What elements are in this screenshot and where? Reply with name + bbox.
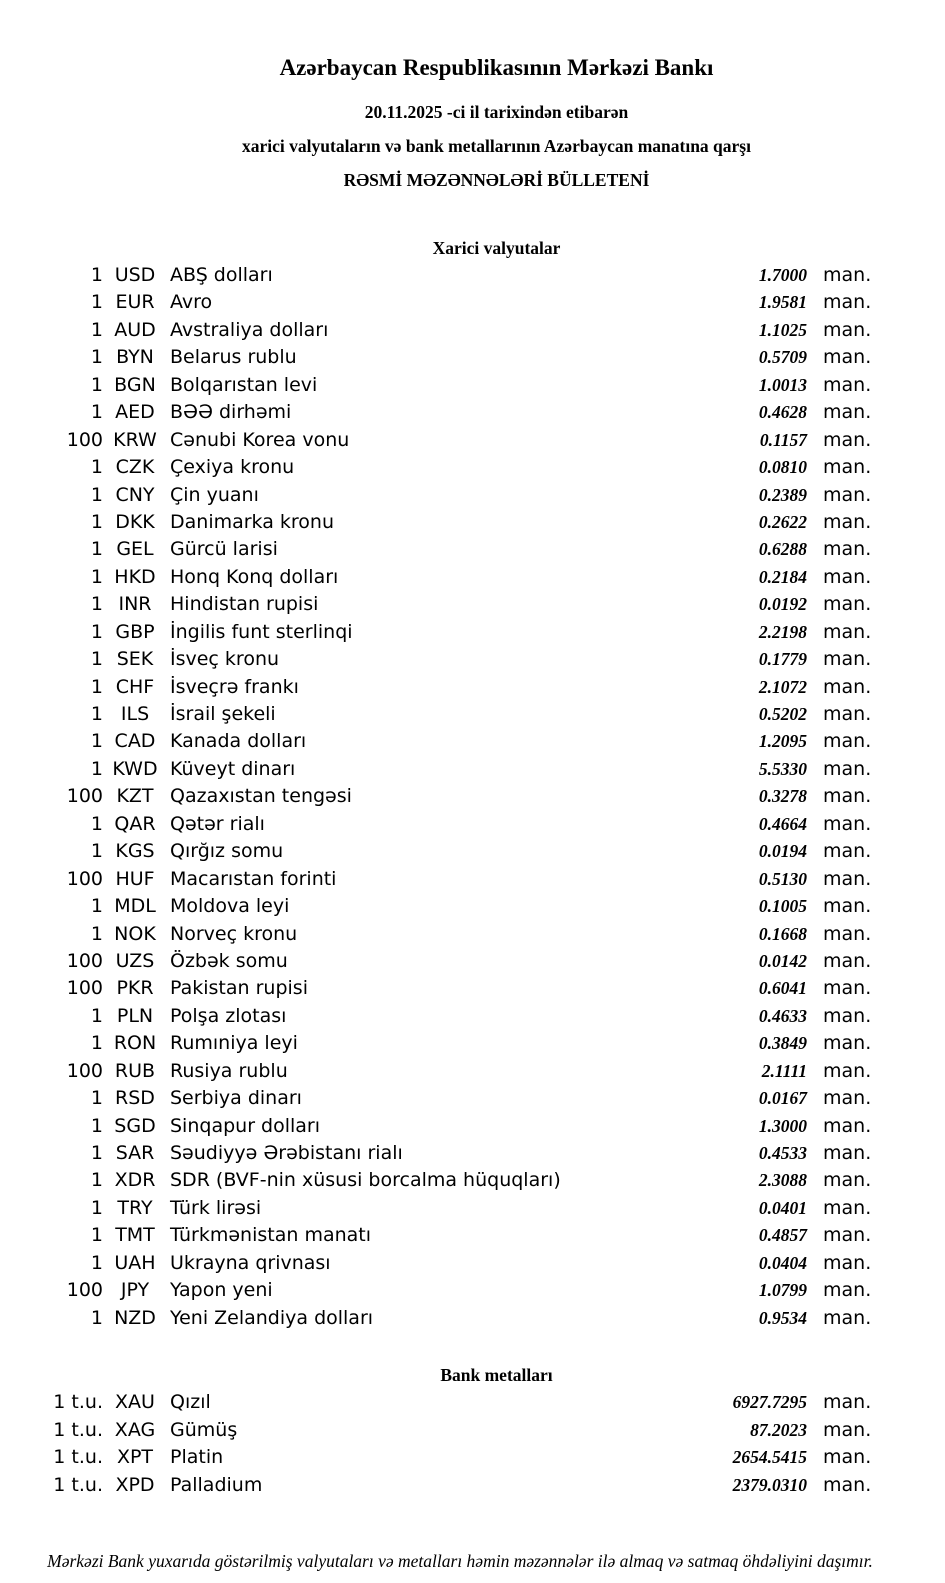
- rate-row: [0, 1085, 945, 1112]
- quantity: 1 t.u.: [53, 1446, 103, 1469]
- currency-name: Honq Konq dolları: [170, 565, 339, 588]
- rate-row: [0, 262, 945, 289]
- rate-row: [0, 783, 945, 810]
- unit-label: man.: [823, 1059, 872, 1082]
- quantity: 100: [66, 977, 103, 1000]
- currency-name: Türkmənistan manatı: [170, 1224, 372, 1247]
- unit-label: man.: [823, 1196, 872, 1219]
- rate-value: 0.2184: [758, 566, 807, 587]
- currency-name: Gümüş: [170, 1418, 238, 1441]
- unit-label: man.: [823, 1279, 872, 1302]
- currency-code: ILS: [120, 703, 150, 725]
- currency-name: Özbək somu: [170, 949, 288, 972]
- quantity: 1: [90, 895, 103, 918]
- unit-label: man.: [823, 1306, 872, 1329]
- unit-label: man.: [823, 895, 872, 918]
- bank-name: Azərbaycan Respublikasının Mərkəzi Bankı: [279, 55, 714, 80]
- quantity: 1: [90, 1224, 103, 1247]
- currency-name: Macarıstan forinti: [170, 867, 337, 890]
- rate-row: [0, 1305, 945, 1332]
- rate-value: 0.4857: [758, 1225, 807, 1246]
- currency-code: KZT: [116, 785, 154, 808]
- quantity: 1: [90, 730, 103, 753]
- rate-value: 0.4664: [758, 813, 807, 834]
- unit-label: man.: [823, 538, 872, 561]
- rate-row: [0, 893, 945, 920]
- quantity: 1: [90, 1196, 103, 1219]
- rate-row: [0, 509, 945, 536]
- rate-row: [0, 1140, 945, 1167]
- rate-row: [0, 1389, 945, 1417]
- rate-value: 0.1668: [758, 923, 807, 944]
- currency-code: CZK: [115, 456, 155, 479]
- quantity: 1: [90, 264, 103, 286]
- unit-label: man.: [823, 1032, 872, 1055]
- unit-label: man.: [823, 922, 872, 945]
- quantity: 100: [66, 1059, 103, 1082]
- currency-code: EUR: [115, 291, 155, 314]
- currency-name: Kanada dolları: [170, 730, 307, 753]
- rate-row: [0, 1003, 945, 1030]
- currency-code: CAD: [114, 730, 156, 753]
- rate-value: 0.2622: [758, 511, 807, 532]
- rate-value: 0.3278: [758, 786, 807, 807]
- rate-row: [0, 728, 945, 755]
- effective-date-line: 20.11.2025 -ci il tarixindən etibarən: [364, 102, 629, 122]
- currency-code: SAR: [115, 1142, 155, 1164]
- currency-name: İsrail şekeli: [170, 703, 276, 725]
- quantity: 1: [90, 1169, 103, 1192]
- rate-row: [0, 975, 945, 1002]
- quantity: 1 t.u.: [53, 1474, 103, 1497]
- bulletin-header: [0, 0, 945, 192]
- quantity: 1: [90, 757, 103, 780]
- currency-code: TMT: [115, 1224, 155, 1247]
- currency-name: Gürcü larisi: [170, 538, 278, 561]
- currency-name: İsveçrə frankı: [170, 675, 299, 698]
- unit-label: man.: [823, 483, 872, 506]
- rate-row: [0, 1113, 945, 1140]
- rate-value: 0.4628: [758, 402, 807, 423]
- unit-label: man.: [823, 730, 872, 753]
- currency-name: İngilis funt sterlinqi: [170, 620, 353, 643]
- currency-name: Palladium: [170, 1474, 263, 1497]
- rate-row: [0, 427, 945, 454]
- quantity: 1: [90, 812, 103, 835]
- subtitle-line: xarici valyutaların və bank metallarının Azərbaycan manatına qarşı: [242, 136, 751, 156]
- unit-label: man.: [823, 1418, 872, 1441]
- quantity: 1: [90, 703, 103, 725]
- currencies-table: [0, 262, 945, 1332]
- quantity: 1: [90, 483, 103, 506]
- quantity: 1: [90, 1142, 103, 1164]
- quantity: 1 t.u.: [53, 1391, 103, 1414]
- quantity: 1: [90, 565, 103, 588]
- quantity: 1: [90, 648, 103, 671]
- currency-name: Platin: [170, 1446, 224, 1469]
- currency-name: Rumıniya leyi: [170, 1032, 298, 1055]
- quantity: 1: [90, 620, 103, 643]
- rate-value: 0.4533: [758, 1143, 807, 1163]
- currency-code: PKR: [116, 977, 154, 1000]
- quantity: 1: [90, 346, 103, 369]
- rate-value: 2.1072: [758, 676, 807, 697]
- currency-name: Rusiya rublu: [170, 1059, 288, 1082]
- currency-name: Ukrayna qrivnası: [170, 1251, 331, 1274]
- currency-name: Çin yuanı: [170, 483, 259, 506]
- currency-name: İsveç kronu: [170, 648, 280, 671]
- rate-value: 1.7000: [758, 265, 807, 285]
- unit-label: man.: [823, 1474, 872, 1497]
- unit-label: man.: [823, 1391, 872, 1414]
- unit-label: man.: [823, 703, 872, 725]
- unit-label: man.: [823, 977, 872, 1000]
- rate-value: 0.0401: [758, 1197, 807, 1218]
- bulletin-title-line: RƏSMİ MƏZƏNNƏLƏRİ BÜLLETENİ: [343, 170, 650, 190]
- currency-code: XAG: [114, 1418, 156, 1441]
- quantity: 100: [66, 949, 103, 972]
- rate-value: 6927.7295: [732, 1392, 807, 1413]
- rate-row: [0, 536, 945, 563]
- rate-value: 0.5202: [758, 704, 807, 724]
- currency-name: Küveyt dinarı: [170, 757, 296, 780]
- unit-label: man.: [823, 1446, 872, 1469]
- quantity: 1: [90, 456, 103, 479]
- rate-row: [0, 646, 945, 673]
- quantity: 1: [90, 401, 103, 424]
- unit-label: man.: [823, 428, 872, 451]
- currency-name: SDR (BVF-nin xüsusi borcalma hüquqları): [170, 1169, 561, 1192]
- rate-value: 5.5330: [758, 758, 807, 779]
- currency-code: AUD: [114, 318, 156, 341]
- unit-label: man.: [823, 785, 872, 808]
- rate-value: 2.3088: [758, 1170, 807, 1191]
- rate-value: 0.0192: [758, 594, 807, 615]
- metals-table: [0, 1389, 945, 1500]
- quantity: 1: [90, 1306, 103, 1329]
- rate-value: 0.1157: [759, 429, 807, 450]
- rate-value: 0.2389: [758, 484, 807, 505]
- currency-code: RON: [113, 1032, 157, 1055]
- currency-code: RUB: [114, 1059, 156, 1082]
- unit-label: man.: [823, 291, 872, 314]
- quantity: 1: [90, 510, 103, 533]
- rate-row: [0, 756, 945, 783]
- rate-value: 1.1025: [758, 319, 807, 340]
- rate-row: [0, 1417, 945, 1445]
- unit-label: man.: [823, 565, 872, 588]
- rate-value: 1.0013: [758, 374, 807, 395]
- rate-value: 2.1111: [761, 1060, 807, 1081]
- quantity: 100: [66, 1279, 103, 1302]
- currency-name: Qazaxıstan tengəsi: [170, 785, 352, 808]
- quantity: 100: [66, 785, 103, 808]
- rate-row: [0, 838, 945, 865]
- currency-name: Yapon yeni: [170, 1279, 273, 1302]
- currency-code: CNY: [115, 483, 155, 506]
- currency-code: BYN: [116, 346, 154, 369]
- currency-code: NZD: [114, 1306, 156, 1329]
- rate-row: [0, 1472, 945, 1500]
- rate-row: [0, 482, 945, 509]
- currency-name: Avstraliya dolları: [170, 318, 329, 341]
- currency-name: Yeni Zelandiya dolları: [170, 1306, 374, 1329]
- quantity: 1: [90, 675, 103, 698]
- rate-row: [0, 591, 945, 618]
- unit-label: man.: [823, 675, 872, 698]
- currency-name: Cənubi Korea vonu: [170, 428, 350, 451]
- rate-row: [0, 1250, 945, 1277]
- rate-value: 87.2023: [750, 1419, 807, 1440]
- unit-label: man.: [823, 346, 872, 369]
- currency-name: Bolqarıstan levi: [170, 373, 318, 396]
- rate-row: [0, 674, 945, 701]
- currency-code: MDL: [114, 895, 156, 918]
- currency-code: GEL: [116, 538, 154, 561]
- rate-row: [0, 1444, 945, 1472]
- currency-code: KGS: [115, 840, 155, 863]
- currency-name: Türk lirəsi: [170, 1196, 262, 1219]
- rate-value: 0.0194: [758, 841, 807, 862]
- currency-code: XPT: [116, 1446, 154, 1469]
- unit-label: man.: [823, 1114, 872, 1137]
- currency-name: Qırğız somu: [170, 840, 284, 863]
- quantity: 1: [90, 1251, 103, 1274]
- unit-label: man.: [823, 1004, 872, 1027]
- currency-name: Avro: [170, 291, 213, 314]
- rate-value: 0.0810: [758, 457, 807, 478]
- quantity: 1: [90, 1087, 103, 1110]
- currency-code: KWD: [112, 757, 158, 780]
- currency-code: PLN: [116, 1004, 154, 1027]
- unit-label: man.: [823, 1169, 872, 1192]
- rate-value: 2.2198: [758, 621, 807, 642]
- currency-name: Qətər rialı: [170, 812, 265, 835]
- rate-value: 0.3849: [758, 1033, 807, 1054]
- currency-code: UZS: [115, 949, 155, 972]
- currency-code: TRY: [117, 1196, 153, 1219]
- rate-row: [0, 564, 945, 591]
- currency-name: Polşa zlotası: [170, 1004, 287, 1027]
- quantity: 1: [90, 922, 103, 945]
- currency-code: HUF: [115, 867, 155, 890]
- quantity: 1 t.u.: [53, 1418, 103, 1441]
- rate-row: [0, 1030, 945, 1057]
- rate-value: 2654.5415: [732, 1447, 807, 1468]
- currency-code: GBP: [115, 620, 155, 643]
- currency-name: Sinqapur dolları: [170, 1114, 321, 1137]
- rate-row: [0, 399, 945, 426]
- rate-value: 0.0142: [758, 950, 807, 971]
- rate-value: 1.0799: [758, 1280, 807, 1301]
- quantity: 1: [90, 1114, 103, 1137]
- unit-label: man.: [823, 264, 872, 286]
- rate-row: [0, 372, 945, 399]
- unit-label: man.: [823, 1087, 872, 1110]
- rate-value: 0.6288: [758, 539, 807, 560]
- unit-label: man.: [823, 401, 872, 424]
- rate-row: [0, 866, 945, 893]
- currency-code: AED: [115, 401, 155, 424]
- currency-code: XPD: [115, 1474, 155, 1497]
- unit-label: man.: [823, 949, 872, 972]
- unit-label: man.: [823, 510, 872, 533]
- rate-row: [0, 948, 945, 975]
- unit-label: man.: [823, 593, 872, 616]
- currency-code: SEK: [116, 648, 154, 671]
- currency-code: HKD: [114, 565, 156, 588]
- currency-code: CHF: [115, 675, 155, 698]
- rate-value: 1.2095: [758, 731, 807, 752]
- rate-value: 0.0167: [758, 1088, 807, 1109]
- currency-code: NOK: [114, 922, 156, 945]
- currency-name: Çexiya kronu: [170, 456, 295, 479]
- rate-row: [0, 619, 945, 646]
- currency-name: Serbiya dinarı: [170, 1087, 302, 1110]
- quantity: 1: [90, 593, 103, 616]
- currency-code: XAU: [115, 1391, 155, 1414]
- rate-value: 0.0404: [758, 1252, 807, 1273]
- currency-code: KRW: [113, 428, 157, 451]
- rate-row: [0, 344, 945, 371]
- currencies-section-title: Xarici valyutalar: [432, 238, 561, 258]
- rate-value: 1.3000: [758, 1115, 807, 1136]
- unit-label: man.: [823, 648, 872, 671]
- currency-name: Qızıl: [170, 1391, 211, 1414]
- currency-name: Danimarka kronu: [170, 510, 335, 533]
- currency-name: Səudiyyə Ərəbistanı rialı: [170, 1142, 403, 1164]
- unit-label: man.: [823, 1142, 872, 1164]
- currency-code: QAR: [114, 812, 156, 835]
- unit-label: man.: [823, 867, 872, 890]
- unit-label: man.: [823, 812, 872, 835]
- unit-label: man.: [823, 1224, 872, 1247]
- currency-name: Moldova leyi: [170, 895, 290, 918]
- currency-code: BGN: [114, 373, 156, 396]
- rate-value: 0.6041: [758, 978, 807, 999]
- currency-code: INR: [118, 593, 152, 616]
- unit-label: man.: [823, 840, 872, 863]
- metals-section-title: Bank metalları: [440, 1365, 553, 1386]
- unit-label: man.: [823, 456, 872, 479]
- rate-value: 0.1005: [758, 896, 807, 917]
- rate-row: [0, 701, 945, 728]
- quantity: 100: [66, 867, 103, 890]
- rate-value: 0.5130: [758, 868, 807, 889]
- rate-row: [0, 1167, 945, 1194]
- currency-name: Hindistan rupisi: [170, 593, 319, 616]
- disclaimer-text: Mərkəzi Bank yuxarıda göstərilmiş valyutaları və metalları həmin məzənnələr ilə almaq və satmaq öhdəliyini daşımır.: [47, 1550, 873, 1571]
- quantity: 100: [66, 428, 103, 451]
- currency-code: DKK: [115, 510, 155, 533]
- currency-code: XDR: [114, 1169, 156, 1192]
- rate-row: [0, 1277, 945, 1304]
- currency-name: Norveç kronu: [170, 922, 298, 945]
- rate-row: [0, 454, 945, 481]
- quantity: 1: [90, 373, 103, 396]
- rate-row: [0, 1195, 945, 1222]
- unit-label: man.: [823, 620, 872, 643]
- rate-value: 0.5709: [758, 347, 807, 368]
- quantity: 1: [90, 291, 103, 314]
- currency-code: UAH: [114, 1251, 156, 1274]
- unit-label: man.: [823, 318, 872, 341]
- currency-code: SGD: [114, 1114, 156, 1137]
- quantity: 1: [90, 318, 103, 341]
- rate-value: 2379.0310: [732, 1475, 807, 1496]
- rate-row: [0, 317, 945, 344]
- rate-row: [0, 921, 945, 948]
- rate-value: 0.9534: [758, 1307, 807, 1328]
- unit-label: man.: [823, 757, 872, 780]
- currency-code: USD: [114, 264, 156, 286]
- quantity: 1: [90, 840, 103, 863]
- rate-value: 1.9581: [758, 292, 807, 313]
- quantity: 1: [90, 1004, 103, 1027]
- unit-label: man.: [823, 1251, 872, 1274]
- currency-code: RSD: [115, 1087, 155, 1110]
- currency-name: ABŞ dolları: [170, 264, 273, 286]
- currency-code: JPY: [120, 1279, 150, 1302]
- rate-value: 0.1779: [758, 649, 807, 670]
- unit-label: man.: [823, 373, 872, 396]
- rate-row: [0, 1058, 945, 1085]
- currency-name: BƏƏ dirhəmi: [170, 401, 292, 424]
- rate-row: [0, 811, 945, 838]
- quantity: 1: [90, 538, 103, 561]
- rate-row: [0, 289, 945, 316]
- rate-value: 0.4633: [758, 1005, 807, 1026]
- quantity: 1: [90, 1032, 103, 1055]
- rate-row: [0, 1222, 945, 1249]
- currency-name: Belarus rublu: [170, 346, 297, 369]
- currency-name: Pakistan rupisi: [170, 977, 308, 1000]
